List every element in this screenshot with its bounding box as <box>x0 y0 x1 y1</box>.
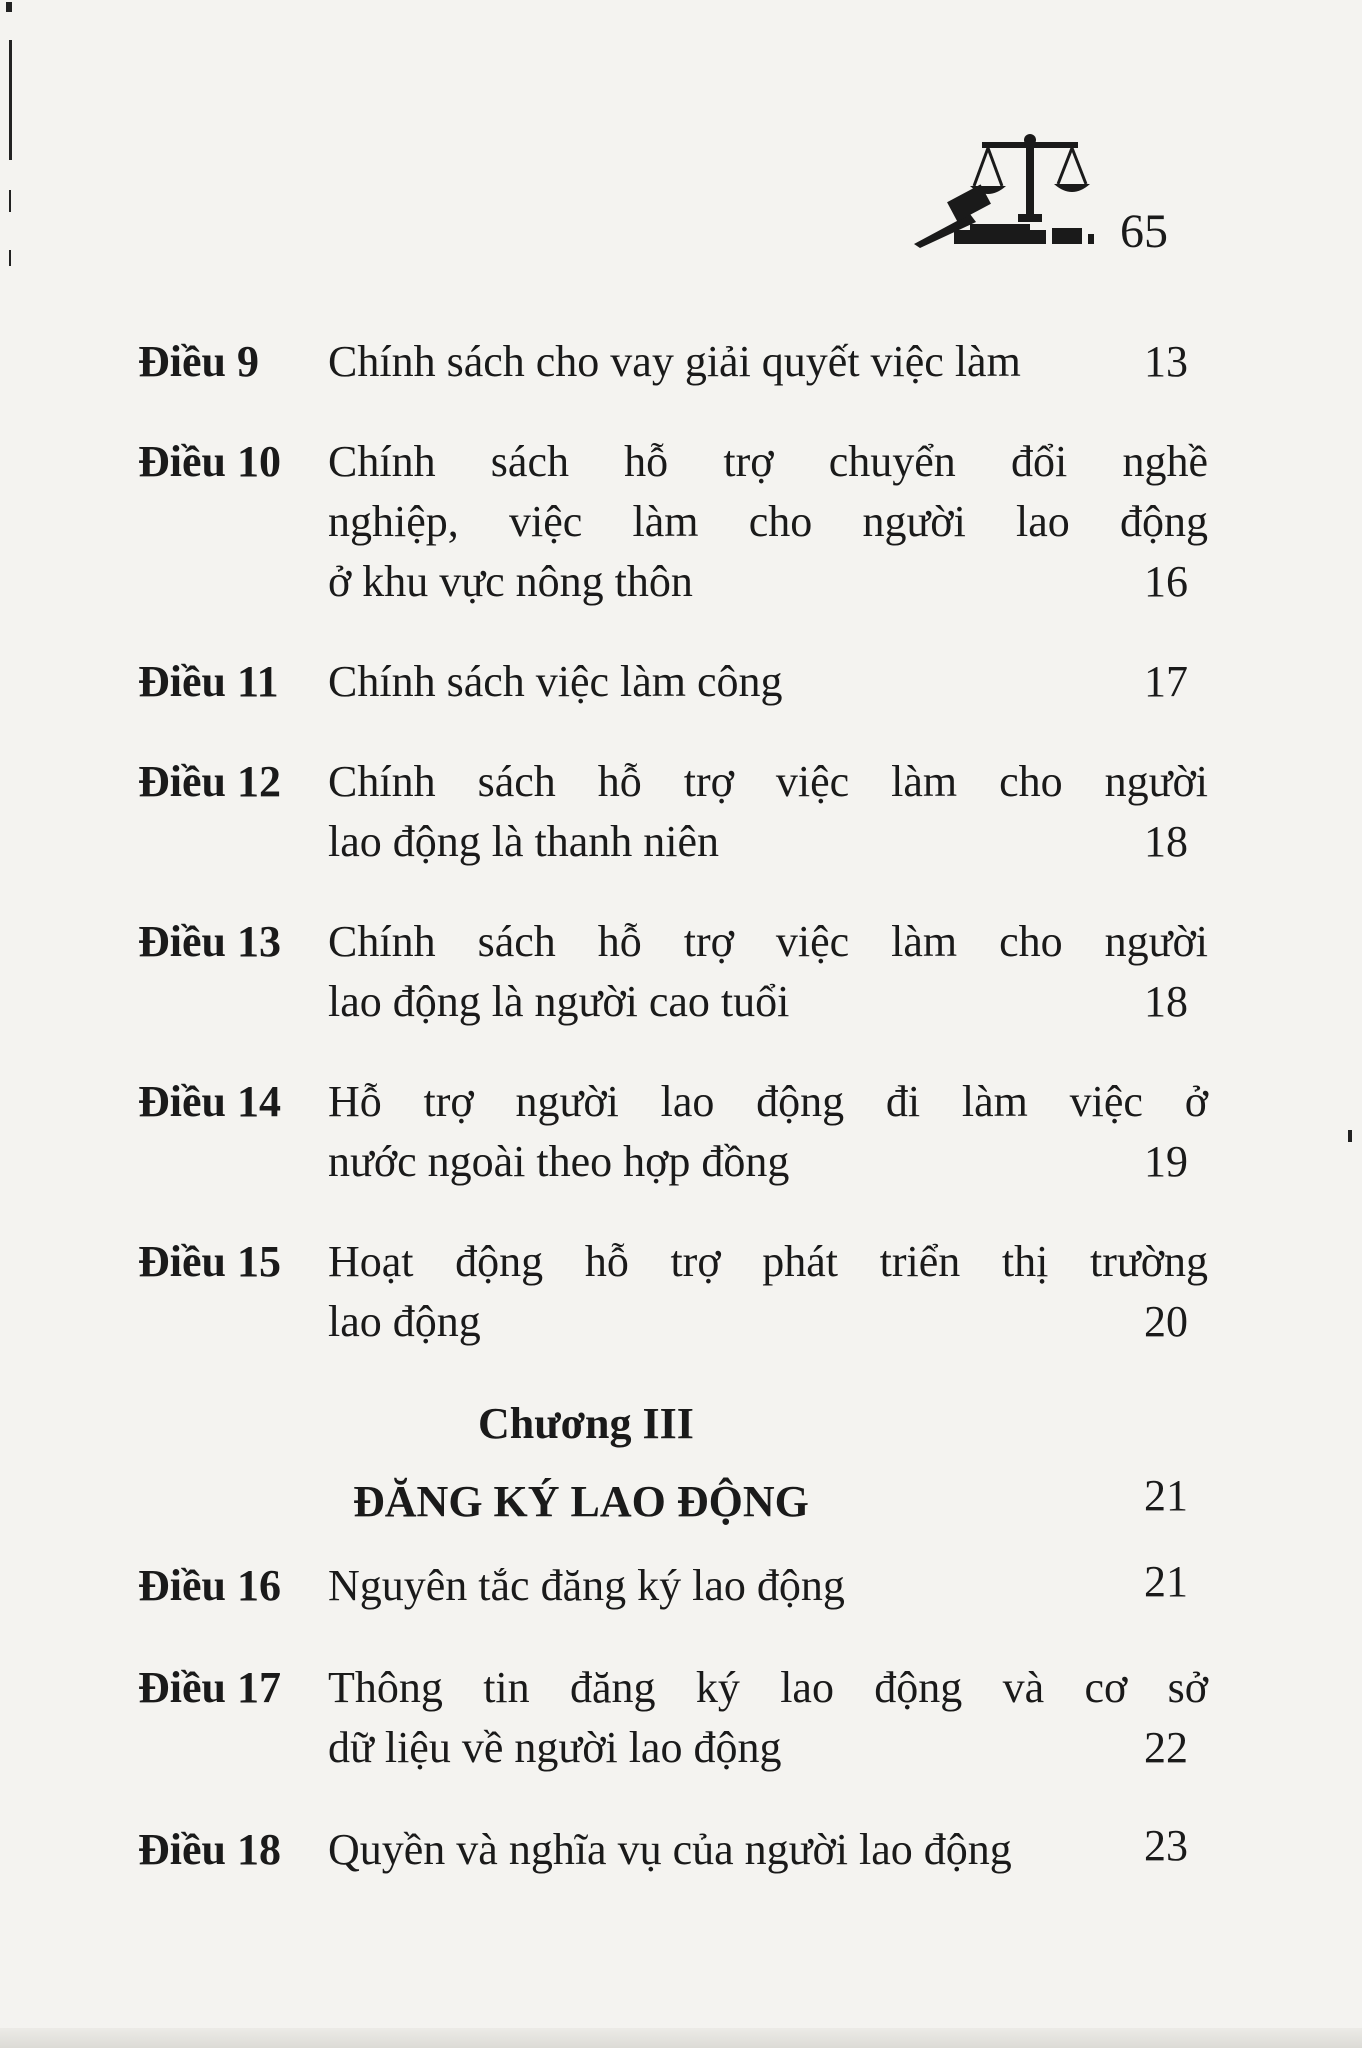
page-ref: 16 <box>1144 557 1188 606</box>
page-ref: 20 <box>1144 1297 1188 1346</box>
article-title <box>328 332 1208 392</box>
article-title <box>328 1072 1208 1192</box>
page-ref: 18 <box>1144 817 1188 866</box>
article-title-line: Chính sách hỗ trợ việc làm cho người <box>328 757 1208 806</box>
page-ref: 21 <box>1144 1471 1188 1520</box>
scan-edge-mark <box>6 2 12 12</box>
article-title-line: lao động <box>328 1297 481 1346</box>
article-title-line: ở khu vực nông thôn <box>328 557 693 606</box>
article-title-line: Chính sách cho vay giải quyết việc làm <box>328 337 1021 386</box>
article-title <box>328 1658 1208 1778</box>
article-label: Điều 12 <box>138 757 281 806</box>
article-title-line: Hoạt động hỗ trợ phát triển thị trường <box>328 1237 1208 1286</box>
scan-edge-line <box>9 250 11 266</box>
article-title <box>328 1556 1208 1616</box>
scan-edge-line <box>9 190 11 212</box>
article-title-line: Chính sách hỗ trợ việc làm cho người <box>328 917 1208 966</box>
article-label: Điều 11 <box>138 657 279 706</box>
article-title <box>328 1820 1208 1880</box>
article-label: Điều 18 <box>138 1825 281 1874</box>
article-title-line: Chính sách hỗ trợ chuyển đổi nghề <box>328 437 1208 486</box>
article-label: Điều 16 <box>138 1561 281 1610</box>
page-ref: 18 <box>1144 977 1188 1026</box>
page-ref: 22 <box>1144 1723 1188 1772</box>
page-ref: 17 <box>1144 657 1188 706</box>
article-title-line: lao động là người cao tuổi <box>328 977 790 1026</box>
scales-of-justice-and-gavel-icon <box>910 130 1100 250</box>
page-header <box>910 130 1170 260</box>
page-ref: 19 <box>1144 1137 1188 1186</box>
chapter-title: ĐĂNG KÝ LAO ĐỘNG <box>353 1477 809 1526</box>
article-title <box>328 1232 1208 1352</box>
article-title-line: Chính sách việc làm công <box>328 657 783 706</box>
page-number: 65 <box>1120 205 1168 258</box>
article-title-line: dữ liệu về người lao động <box>328 1723 782 1772</box>
page-ref: 13 <box>1144 337 1188 386</box>
article-label: Điều 13 <box>138 917 281 966</box>
page-bottom-shadow <box>0 2028 1362 2048</box>
article-title-line: Hỗ trợ người lao động đi làm việc ở <box>328 1077 1208 1126</box>
article-label: Điều 14 <box>138 1077 281 1126</box>
article-title-line: Nguyên tắc đăng ký lao động <box>328 1561 845 1610</box>
article-title <box>328 752 1208 872</box>
article-title-line: nghiệp, việc làm cho người lao động <box>328 497 1208 546</box>
page-ref: 21 <box>1144 1557 1188 1606</box>
article-label: Điều 9 <box>138 337 259 386</box>
article-label: Điều 15 <box>138 1237 281 1286</box>
article-title <box>328 912 1208 1032</box>
article-title <box>328 432 1208 612</box>
article-label: Điều 17 <box>138 1663 281 1712</box>
article-label: Điều 10 <box>138 437 281 486</box>
article-title <box>328 652 1208 712</box>
article-title-line: Thông tin đăng ký lao động và cơ sở <box>328 1663 1208 1712</box>
article-title-line: nước ngoài theo hợp đồng <box>328 1137 790 1186</box>
scan-edge-mark <box>1348 1130 1352 1142</box>
chapter-number: Chương III <box>478 1399 694 1448</box>
page-ref: 23 <box>1144 1821 1188 1870</box>
scan-edge-line <box>9 40 12 160</box>
article-title-line: Quyền và nghĩa vụ của người lao động <box>328 1825 1012 1874</box>
article-title-line: lao động là thanh niên <box>328 817 720 866</box>
